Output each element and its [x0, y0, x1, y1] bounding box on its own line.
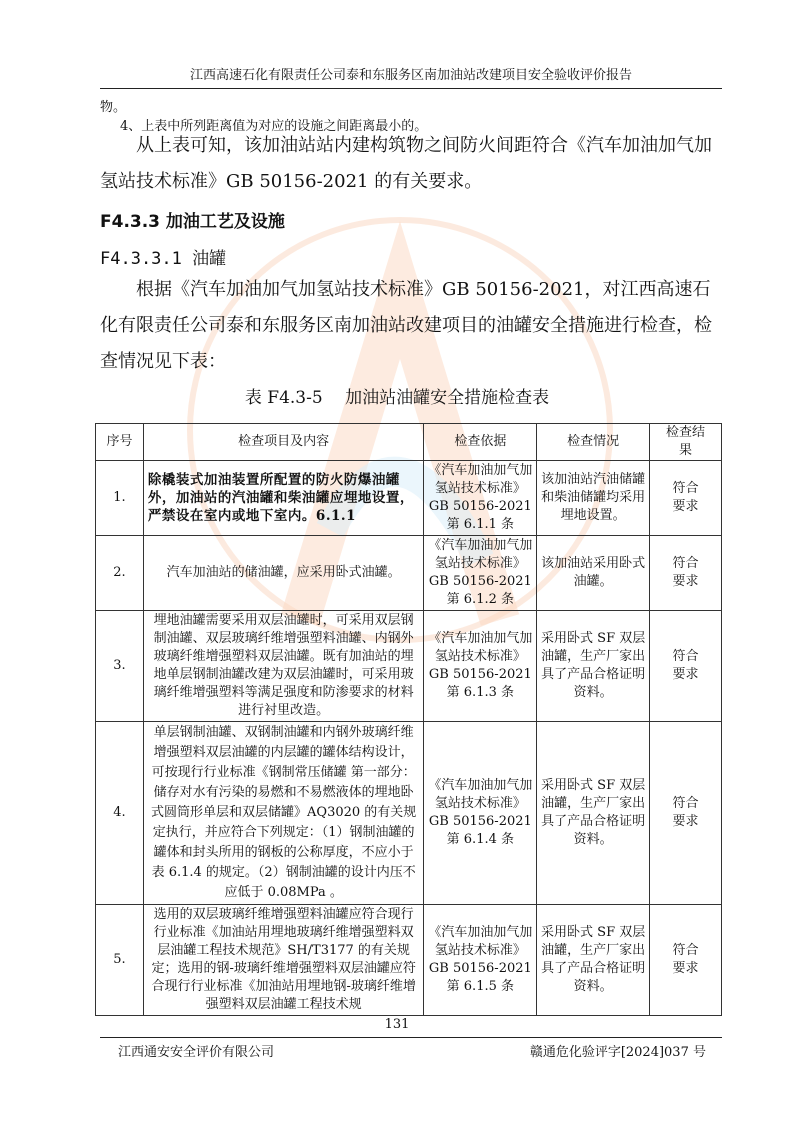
cell-status: 该加油站汽油储罐和柴油储罐均采用埋地设置。 — [537, 461, 650, 536]
footer-company: 江西通安安全评价有限公司 — [118, 1045, 275, 1060]
header-result: 检查结果 — [650, 424, 722, 461]
header-status: 检查情况 — [537, 424, 650, 461]
intro-paragraph: 根据《汽车加油加气加氢站技术标准》GB 50156-2021，对江西高速石化有限责任公司泰和东服务区南加油站改建项目的油罐安全措施进行检查，检查情况见下表： — [100, 279, 712, 372]
subsection-heading: F4.3.3.1 油罐 — [100, 249, 227, 269]
header-no: 序号 — [96, 424, 144, 461]
cell-no: 4. — [96, 722, 144, 905]
header-basis: 检查依据 — [424, 424, 537, 461]
cell-status: 该加油站采用卧式油罐。 — [537, 536, 650, 611]
cell-basis: 《汽车加油加气加氢站技术标准》GB 50156-2021 第 6.1.2 条 — [424, 536, 537, 611]
cell-basis: 《汽车加油加气加氢站技术标准》GB 50156-2021 第 6.1.3 条 — [424, 611, 537, 722]
cell-basis: 《汽车加油加气加氢站技术标准》GB 50156-2021 第 6.1.4 条 — [424, 722, 537, 905]
cell-status: 采用卧式 SF 双层油罐，生产厂家出具了产品合格证明资料。 — [537, 722, 650, 905]
cell-no: 5. — [96, 905, 144, 1016]
cell-status: 采用卧式 SF 双层油罐，生产厂家出具了产品合格证明资料。 — [537, 611, 650, 722]
cell-content: 除橇装式加油装置所配置的防火防爆油罐外，加油站的汽油罐和柴油罐应埋地设置，严禁设在室内或地下室内。6.1.1 — [143, 461, 423, 536]
table-row — [96, 461, 722, 536]
cell-no: 1. — [96, 461, 144, 536]
section-heading: F4.3.3 加油工艺及设施 — [100, 212, 285, 232]
table-row — [96, 536, 722, 611]
cell-content: 选用的双层玻璃纤维增强塑料油罐应符合现行行业标准《加油站用埋地玻璃纤维增强塑料双层油罐工程技术规范》SH/T3177 的有关规定；选用的钢-玻璃纤维增强塑料双层油罐应符合现行行业标准《加油站用埋地钢-玻璃纤维增强塑料双层油罐工程技术规 — [143, 905, 423, 1016]
table-row — [96, 611, 722, 722]
cell-basis: 《汽车加油加气加氢站技术标准》GB 50156-2021 第 6.1.1 条 — [424, 461, 537, 536]
text-line: 物。 — [100, 100, 127, 115]
cell-result: 符合要求 — [650, 611, 722, 722]
cell-no: 2. — [96, 536, 144, 611]
conclusion-paragraph: 从上表可知，该加油站站内建构筑物之间防火间距符合《汽车加油加气加氢站技术标准》GB 50156-2021 的有关要求。 — [100, 135, 712, 192]
cell-result: 符合要求 — [650, 722, 722, 905]
page-header: 江西高速石化有限责任公司泰和东服务区南加油站改建项目安全验收评价报告 — [100, 64, 722, 89]
table-row — [96, 905, 722, 1016]
note-line: 4、上表中所列距离值为对应的设施之间距离最小的。 — [120, 119, 428, 134]
footer-divider — [100, 1037, 722, 1038]
cell-status: 采用卧式 SF 双层油罐，生产厂家出具了产品合格证明资料。 — [537, 905, 650, 1016]
table-header-row — [96, 424, 722, 461]
page-number: 131 — [384, 1017, 410, 1032]
footer-doc-number: 赣通危化验评字[2024]037 号 — [529, 1045, 706, 1060]
cell-basis: 《汽车加油加气加氢站技术标准》GB 50156-2021 第 6.1.5 条 — [424, 905, 537, 1016]
header-content: 检查项目及内容 — [143, 424, 423, 461]
cell-result: 符合要求 — [650, 461, 722, 536]
cell-result: 符合要求 — [650, 536, 722, 611]
cell-result: 符合要求 — [650, 905, 722, 1016]
cell-content: 埋地油罐需要采用双层油罐时，可采用双层钢制油罐、双层玻璃纤维增强塑料油罐、内钢外玻璃纤维增强塑料双层油罐。既有加油站的埋地单层钢制油罐改建为双层油罐时，可采用玻璃纤维增强塑料等满足强度和防渗要求的材料进行衬里改造。 — [143, 611, 423, 722]
table-caption: 表 F4.3-5 加油站油罐安全措施检查表 — [244, 388, 550, 408]
oil-tank-check-table — [95, 423, 722, 1016]
table-row — [96, 722, 722, 905]
cell-no: 3. — [96, 611, 144, 722]
cell-content: 单层钢制油罐、双钢制油罐和内钢外玻璃纤维增强塑料双层油罐的内层罐的罐体结构设计，可按现行行业标准《钢制常压储罐 第一部分：储存对水有污染的易燃和不易燃液体的埋地卧式圆筒形单层和双层储罐》AQ3020 的有关规定执行，并应符合下列规定：（1）钢制油罐的罐体和封头所用的钢板的公称厚度，不应小于表 6.1.4 的规定。（2）钢制油罐的设计内压不应低于 0.08MPa 。 — [143, 722, 423, 905]
cell-content: 汽车加油站的储油罐，应采用卧式油罐。 — [143, 536, 423, 611]
